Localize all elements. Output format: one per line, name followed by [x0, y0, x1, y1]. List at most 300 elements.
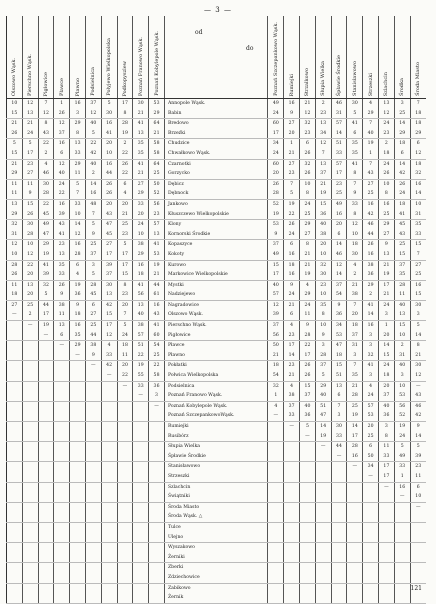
- distance-cell: 15: [315, 199, 331, 209]
- distance-cell: [284, 492, 300, 502]
- distance-cell: 40: [379, 401, 395, 411]
- distance-cell: [54, 492, 70, 502]
- distance-cell: 20: [379, 381, 395, 391]
- distance-cell: [315, 573, 331, 583]
- distance-cell: 33: [133, 199, 149, 209]
- distance-cell: 13: [149, 230, 165, 240]
- distance-cell: [363, 522, 379, 532]
- station-name: Pigłowice: [164, 331, 268, 341]
- table-row: [7, 290, 427, 300]
- distance-cell: 4: [284, 321, 300, 331]
- distance-cell: [331, 462, 347, 472]
- distance-cell: [101, 432, 117, 442]
- distance-cell: [101, 502, 117, 512]
- distance-cell: 16: [70, 99, 86, 109]
- distance-cell: 2: [347, 270, 363, 280]
- distance-cell: [133, 583, 149, 593]
- distance-cell: 22: [149, 361, 165, 371]
- distance-cell: 7: [347, 361, 363, 371]
- distance-cell: 24: [394, 432, 410, 442]
- header-to-label: do: [246, 45, 254, 52]
- distance-cell: 1: [394, 472, 410, 482]
- distance-cell: [133, 411, 149, 421]
- column-header-label: Podkopyszlew: [121, 60, 128, 96]
- distance-cell: [284, 432, 300, 442]
- distance-cell: [133, 553, 149, 563]
- distance-cell: [410, 553, 426, 563]
- distance-cell: [284, 462, 300, 472]
- distance-cell: 8: [410, 341, 426, 351]
- distance-cell: [379, 522, 395, 532]
- distance-cell: 17: [101, 321, 117, 331]
- column-header-label: Pławno: [74, 77, 81, 96]
- distance-cell: [85, 462, 101, 472]
- distance-cell: [101, 411, 117, 421]
- distance-cell: 40: [85, 119, 101, 129]
- table-row: [7, 502, 427, 512]
- distance-cell: 28: [347, 391, 363, 401]
- distance-cell: 19: [149, 260, 165, 270]
- distance-cell: [149, 512, 165, 522]
- station-name: Olszowo Wąsk.: [164, 310, 268, 320]
- distance-cell: 15: [7, 109, 23, 119]
- distance-cell: 3: [394, 371, 410, 381]
- distance-cell: [133, 452, 149, 462]
- distance-cell: [38, 361, 54, 371]
- distance-cell: 17: [117, 99, 133, 109]
- distance-cell: 20: [101, 199, 117, 209]
- distance-cell: [363, 543, 379, 553]
- distance-cell: [315, 502, 331, 512]
- distance-cell: 18: [410, 109, 426, 119]
- distance-cell: 49: [268, 99, 284, 109]
- distance-cell: [347, 553, 363, 563]
- column-header-right: [300, 16, 316, 99]
- table-row: [7, 411, 427, 421]
- distance-cell: 14: [331, 270, 347, 280]
- distance-cell: 14: [347, 422, 363, 432]
- distance-cell: 22: [22, 260, 38, 270]
- distance-cell: [7, 351, 23, 361]
- distance-cell: 18: [117, 341, 133, 351]
- distance-cell: 10: [379, 179, 395, 189]
- distance-cell: 60: [149, 331, 165, 341]
- distance-cell: 53: [268, 220, 284, 230]
- distance-cell: [117, 452, 133, 462]
- distance-cell: 38: [284, 391, 300, 401]
- distance-cell: 28: [347, 442, 363, 452]
- distance-cell: [133, 492, 149, 502]
- distance-table: [6, 16, 426, 604]
- distance-cell: [133, 522, 149, 532]
- distance-cell: [7, 583, 23, 593]
- distance-cell: 6: [70, 260, 86, 270]
- column-header-label: Poznań Kobylepole Wąsk.: [153, 31, 160, 96]
- distance-cell: [149, 411, 165, 421]
- distance-cell: 13: [379, 99, 395, 109]
- station-name: Zdziechowice: [164, 573, 268, 583]
- distance-cell: 19: [347, 411, 363, 421]
- distance-cell: 33: [70, 199, 86, 209]
- distance-cell: 10: [410, 492, 426, 502]
- station-name: Jankowo: [164, 199, 268, 209]
- distance-cell: 22: [133, 351, 149, 361]
- distance-cell: 19: [70, 280, 86, 290]
- distance-cell: 61: [149, 290, 165, 300]
- distance-cell: 24: [379, 361, 395, 371]
- distance-cell: [85, 492, 101, 502]
- column-header-left: [22, 16, 38, 99]
- distance-cell: 22: [284, 210, 300, 220]
- distance-cell: [300, 593, 316, 603]
- distance-cell: [149, 482, 165, 492]
- distance-cell: [315, 472, 331, 482]
- distance-cell: 16: [70, 240, 86, 250]
- distance-cell: [22, 512, 38, 522]
- distance-cell: [85, 512, 101, 522]
- distance-cell: [315, 462, 331, 472]
- distance-cell: [38, 422, 54, 432]
- distance-cell: 21: [379, 290, 395, 300]
- distance-cell: 33: [101, 351, 117, 361]
- distance-cell: —: [315, 442, 331, 452]
- station-name: Bredowo: [164, 119, 268, 129]
- distance-cell: 37: [315, 169, 331, 179]
- distance-cell: 53: [394, 391, 410, 401]
- distance-cell: 6: [363, 442, 379, 452]
- distance-cell: 41: [133, 159, 149, 169]
- distance-cell: 64: [149, 159, 165, 169]
- column-header-right: [347, 16, 363, 99]
- distance-cell: 16: [70, 321, 86, 331]
- distance-cell: 6: [284, 310, 300, 320]
- distance-cell: 11: [379, 442, 395, 452]
- distance-cell: 6: [54, 331, 70, 341]
- distance-cell: 3: [379, 310, 395, 320]
- distance-cell: 10: [315, 290, 331, 300]
- table-row: [7, 139, 427, 149]
- distance-cell: [70, 573, 86, 583]
- distance-cell: [268, 583, 284, 593]
- distance-cell: 16: [284, 250, 300, 260]
- distance-cell: 26: [7, 129, 23, 139]
- distance-cell: 20: [268, 169, 284, 179]
- distance-cell: 5: [85, 220, 101, 230]
- distance-cell: 16: [284, 99, 300, 109]
- distance-cell: 17: [331, 169, 347, 179]
- distance-cell: 46: [38, 169, 54, 179]
- page-number: — 3 —: [204, 6, 232, 14]
- distance-cell: [300, 502, 316, 512]
- distance-cell: 40: [394, 361, 410, 371]
- distance-cell: 6: [394, 149, 410, 159]
- station-name: Świątniki: [164, 492, 268, 502]
- distance-cell: [70, 502, 86, 512]
- distance-cell: 2: [117, 139, 133, 149]
- distance-cell: [54, 432, 70, 442]
- distance-cell: 30: [38, 179, 54, 189]
- distance-cell: 29: [70, 341, 86, 351]
- station-name: Kornorski Środkie: [164, 230, 268, 240]
- distance-cell: 21: [268, 351, 284, 361]
- distance-cell: 23: [315, 109, 331, 119]
- distance-cell: [38, 502, 54, 512]
- distance-cell: 5: [85, 270, 101, 280]
- distance-cell: 8: [379, 189, 395, 199]
- distance-cell: 28: [117, 119, 133, 129]
- distance-cell: 21: [347, 280, 363, 290]
- distance-cell: 23: [284, 169, 300, 179]
- column-header-right: [410, 16, 426, 99]
- distance-cell: 13: [22, 109, 38, 119]
- distance-cell: [54, 482, 70, 492]
- distance-cell: 28: [7, 260, 23, 270]
- distance-cell: 44: [149, 280, 165, 290]
- distance-cell: [268, 502, 284, 512]
- table-row: [7, 462, 427, 472]
- distance-cell: [7, 472, 23, 482]
- distance-cell: [38, 512, 54, 522]
- distance-cell: 38: [133, 321, 149, 331]
- distance-cell: 10: [394, 381, 410, 391]
- distance-cell: [22, 361, 38, 371]
- distance-cell: [38, 553, 54, 563]
- column-header-label: Olszowo Wąsk.: [11, 57, 18, 96]
- distance-cell: [70, 583, 86, 593]
- station-name: Markowice Wielkopolskie: [164, 270, 268, 280]
- distance-cell: [70, 563, 86, 573]
- station-name: Zberki: [164, 563, 268, 573]
- table-row: [7, 381, 427, 391]
- distance-cell: [38, 492, 54, 502]
- station-name: Pławno: [164, 351, 268, 361]
- distance-cell: 8: [300, 240, 316, 250]
- distance-cell: [315, 512, 331, 522]
- distance-cell: 50: [268, 341, 284, 351]
- distance-cell: 26: [117, 159, 133, 169]
- distance-cell: 42: [410, 411, 426, 421]
- distance-cell: [133, 482, 149, 492]
- distance-cell: 41: [149, 240, 165, 250]
- column-header-label: Podsielnica: [90, 67, 97, 96]
- table-row: [7, 199, 427, 209]
- distance-cell: 36: [379, 411, 395, 421]
- distance-cell: 31: [7, 230, 23, 240]
- distance-cell: [394, 502, 410, 512]
- distance-cell: [117, 462, 133, 472]
- distance-cell: 18: [284, 260, 300, 270]
- distance-cell: 30: [347, 99, 363, 109]
- distance-cell: 10: [315, 321, 331, 331]
- distance-cell: [101, 492, 117, 502]
- distance-cell: 17: [268, 270, 284, 280]
- distance-cell: 41: [347, 159, 363, 169]
- distance-cell: 23: [284, 331, 300, 341]
- distance-cell: 18: [347, 240, 363, 250]
- distance-cell: [284, 442, 300, 452]
- distance-cell: 37: [394, 260, 410, 270]
- table-row: [7, 159, 427, 169]
- distance-cell: 7: [284, 179, 300, 189]
- distance-cell: 37: [85, 250, 101, 260]
- distance-cell: [7, 361, 23, 371]
- table-row: [7, 189, 427, 199]
- distance-cell: 5: [347, 109, 363, 119]
- distance-cell: 40: [133, 310, 149, 320]
- distance-cell: [38, 583, 54, 593]
- distance-cell: [85, 553, 101, 563]
- distance-cell: 45: [101, 230, 117, 240]
- distance-cell: [315, 553, 331, 563]
- distance-cell: 26: [300, 371, 316, 381]
- distance-cell: [101, 472, 117, 482]
- distance-cell: —: [117, 381, 133, 391]
- distance-cell: [300, 543, 316, 553]
- distance-cell: 34: [268, 139, 284, 149]
- table-row: [7, 512, 427, 522]
- distance-cell: [22, 401, 38, 411]
- distance-cell: 27: [7, 300, 23, 310]
- distance-cell: [284, 543, 300, 553]
- distance-cell: 18: [133, 270, 149, 280]
- distance-cell: [149, 533, 165, 543]
- distance-cell: 5: [117, 321, 133, 331]
- distance-cell: 27: [284, 119, 300, 129]
- distance-cell: [70, 371, 86, 381]
- distance-cell: 7: [85, 210, 101, 220]
- distance-cell: [38, 442, 54, 452]
- distance-cell: 25: [394, 109, 410, 119]
- distance-cell: [117, 432, 133, 442]
- distance-cell: 8: [347, 210, 363, 220]
- distance-cell: [85, 522, 101, 532]
- distance-cell: [85, 583, 101, 593]
- distance-cell: 30: [101, 280, 117, 290]
- distance-cell: 17: [300, 351, 316, 361]
- distance-cell: 13: [331, 381, 347, 391]
- distance-cell: 23: [54, 240, 70, 250]
- distance-cell: [331, 593, 347, 603]
- station-name: Słupia Wielka: [164, 442, 268, 452]
- distance-cell: 5: [284, 189, 300, 199]
- distance-cell: [70, 432, 86, 442]
- distance-cell: 16: [54, 199, 70, 209]
- distance-cell: [85, 422, 101, 432]
- distance-cell: [38, 452, 54, 462]
- distance-cell: 28: [315, 351, 331, 361]
- distance-cell: [7, 442, 23, 452]
- distance-cell: 9: [347, 189, 363, 199]
- distance-cell: [284, 553, 300, 563]
- distance-cell: 18: [379, 149, 395, 159]
- distance-cell: [22, 522, 38, 532]
- table-row: [7, 583, 427, 593]
- column-header-left: [54, 16, 70, 99]
- distance-cell: 11: [117, 351, 133, 361]
- distance-cell: 26: [22, 210, 38, 220]
- distance-cell: 16: [363, 199, 379, 209]
- distance-cell: 32: [315, 260, 331, 270]
- distance-cell: 38: [347, 290, 363, 300]
- distance-cell: [268, 442, 284, 452]
- distance-cell: 28: [22, 230, 38, 240]
- distance-cell: 5: [410, 442, 426, 452]
- distance-cell: 7: [315, 149, 331, 159]
- distance-cell: [268, 432, 284, 442]
- distance-cell: 1: [54, 99, 70, 109]
- distance-cell: 20: [284, 129, 300, 139]
- distance-cell: 46: [363, 220, 379, 230]
- distance-cell: 57: [268, 290, 284, 300]
- distance-cell: 49: [268, 250, 284, 260]
- distance-cell: 35: [54, 260, 70, 270]
- distance-cell: [85, 573, 101, 583]
- distance-cell: [101, 553, 117, 563]
- distance-cell: 39: [101, 260, 117, 270]
- column-header-label: Środka: [399, 77, 406, 96]
- distance-cell: [22, 583, 38, 593]
- distance-cell: 16: [394, 482, 410, 492]
- distance-cell: [149, 462, 165, 472]
- distance-cell: 11: [394, 290, 410, 300]
- distance-cell: 51: [331, 139, 347, 149]
- distance-cell: 27: [300, 230, 316, 240]
- distance-cell: 58: [149, 149, 165, 159]
- distance-cell: [54, 573, 70, 583]
- distance-cell: 24: [133, 220, 149, 230]
- distance-cell: 11: [7, 179, 23, 189]
- distance-cell: 31: [347, 341, 363, 351]
- distance-cell: 20: [22, 290, 38, 300]
- distance-cell: [38, 462, 54, 472]
- distance-cell: 37: [315, 361, 331, 371]
- distance-cell: [133, 442, 149, 452]
- distance-cell: [133, 543, 149, 553]
- distance-cell: 37: [268, 240, 284, 250]
- distance-cell: [133, 432, 149, 442]
- distance-cell: 23: [22, 159, 38, 169]
- distance-cell: 38: [85, 341, 101, 351]
- distance-cell: 26: [54, 280, 70, 290]
- distance-cell: [347, 472, 363, 482]
- station-name: Chudzice: [164, 139, 268, 149]
- distance-cell: 4: [70, 270, 86, 280]
- distance-cell: 51: [331, 371, 347, 381]
- distance-cell: 2: [315, 99, 331, 109]
- table-row: [7, 553, 427, 563]
- distance-cell: [70, 593, 86, 603]
- distance-cell: 14: [410, 189, 426, 199]
- distance-cell: [54, 371, 70, 381]
- distance-cell: 38: [363, 260, 379, 270]
- distance-cell: 11: [7, 189, 23, 199]
- station-name: Żerniki: [164, 553, 268, 563]
- distance-cell: 17: [117, 260, 133, 270]
- distance-cell: [101, 442, 117, 452]
- distance-cell: 27: [85, 310, 101, 320]
- distance-cell: [85, 381, 101, 391]
- station-name: Tulce: [164, 522, 268, 532]
- distance-cell: 20: [133, 210, 149, 220]
- distance-cell: 42: [101, 361, 117, 371]
- column-header-label: Rumiejki: [288, 73, 295, 96]
- distance-cell: [101, 593, 117, 603]
- distance-cell: [85, 472, 101, 482]
- distance-cell: [284, 482, 300, 492]
- column-header-label: Poznań Szczepankowo Wąsk.: [272, 22, 279, 96]
- station-name: Żernik: [164, 593, 268, 603]
- distance-cell: [133, 472, 149, 482]
